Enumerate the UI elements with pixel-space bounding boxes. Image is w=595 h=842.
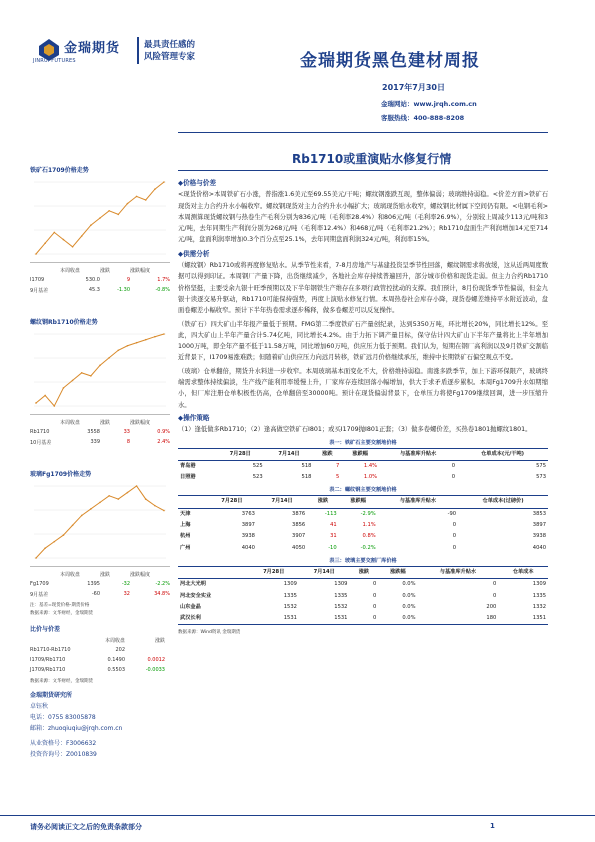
slogan: 最具责任感的 风险管理专家 — [144, 40, 196, 62]
chart-iron-ore-svg — [30, 174, 170, 262]
basis-note: 注：基差=现货价格-期货价格 — [30, 603, 90, 608]
section-strategy: ◆操作策略 — [178, 413, 210, 422]
price-point — [108, 495, 110, 497]
chart-rebar — [30, 326, 170, 415]
price-point — [81, 515, 83, 517]
price-point — [145, 339, 147, 341]
article-body — [178, 178, 548, 639]
price-point — [35, 253, 37, 255]
price-point — [63, 239, 65, 241]
price-point — [154, 188, 156, 190]
price-point — [127, 203, 129, 205]
chart-glass — [30, 478, 170, 567]
price-point — [136, 196, 138, 198]
table-row: 青岛港 525 518 7 1.4% 0 575 — [180, 462, 546, 469]
price-point — [81, 235, 83, 237]
price-point — [53, 541, 55, 543]
price-line — [36, 334, 164, 406]
price-point — [117, 498, 119, 500]
price-point — [145, 199, 147, 201]
price-point — [35, 557, 37, 559]
report-date: 2017年7月30日 — [382, 83, 445, 92]
price-point — [44, 242, 46, 244]
price-point — [163, 181, 165, 183]
table-row: 武汉长利 1531 1531 0 0.0% 180 1351 — [178, 613, 548, 625]
page-number: 1 — [490, 822, 495, 830]
price-point — [99, 217, 101, 219]
price-point — [81, 372, 83, 374]
price-point — [163, 510, 165, 512]
table-row: 河北大光明 1309 1309 0 0.0% 0 1309 — [180, 581, 546, 588]
table-iron-ore-prices — [178, 448, 548, 484]
source-note: 数据来源：文华财经，金瑞期货 — [30, 611, 93, 616]
paragraph-strategy: （1）逢低做多Rb1710；（2）逢高做空铁矿石I801；或买I1709抛I801正套；（3）做多卷螺价差，买热卷1801抛螺纹1801。 — [178, 426, 532, 434]
report-header — [0, 0, 595, 160]
price-point — [163, 333, 165, 335]
table-row: 上海 3897 3856 41 1.1% 0 3897 — [180, 522, 546, 529]
price-point — [63, 387, 65, 389]
table-row: 杭州 3938 3907 31 0.8% 0 3938 — [180, 533, 546, 540]
price-point — [108, 357, 110, 359]
chart-glass-svg — [30, 478, 170, 566]
price-point — [53, 405, 55, 407]
contact-block — [30, 690, 170, 760]
price-line — [36, 486, 164, 558]
table-ratio: 本周收盘 涨跌 Rb1710-Rb1710 202 I1709/Rb1710 0.1490 0.0012 J1709/Rb1710 0.5503 -0.0033 — [30, 637, 165, 673]
price-point — [117, 349, 119, 351]
table-source: 数据来源：Wind资讯 金瑞期货 — [178, 630, 241, 636]
table-rebar: 本周收盘 涨跌 涨跌幅度 Rb1710 3558 33 0.9% 10月基差 339 8 2.4% — [30, 419, 170, 446]
chart-title-iron-ore: 铁矿石1709价格走势 — [30, 167, 89, 174]
price-point — [35, 402, 37, 404]
price-point — [136, 342, 138, 344]
footer-divider — [0, 815, 595, 816]
table3-caption: 表三：玻璃主要交割厂库价格 — [329, 557, 397, 564]
slogan-divider — [137, 37, 139, 64]
price-point — [154, 505, 156, 507]
price-point — [44, 395, 46, 397]
header-divider — [178, 132, 548, 133]
ratio-source: 数据来源：文华财经，金瑞期货 — [30, 679, 93, 684]
price-point — [99, 502, 101, 504]
chart-rebar-svg — [30, 326, 170, 414]
disclaimer-note: 请务必阅读正文之后的免责条款部分 — [30, 823, 142, 831]
chart-iron-ore — [30, 174, 170, 263]
paragraph-iron-ore: （铁矿石）四大矿山半年报产量低于预期。FMG第二季度铁矿石产量创纪录，达到5350万吨，环比增长20%，同比增长12%。至此，四大矿山上半年产量合计5.74亿吨，同比增长4.2%。由于力拓下调产量目标，保守估计四大矿山下半年产量将比上半年增加1000万吨，即全年产量不低于11.58万吨，同比增加60万吨，供应压力低于预期。我们认为，短期在钢厂高利润以及9月铁矿交割临近背景下，I1709易涨难跌；但随着矿山供应压力向远月转移，铁矿远月价格继续承压，维持中长期铁矿石偏空观点不变。 — [178, 320, 548, 362]
website-link[interactable]: 金瑞网站：www.jrqh.com.cn — [381, 100, 477, 108]
price-point — [90, 375, 92, 377]
table-row: 天津 3763 3876 -113 -2.9% -90 3853 — [180, 510, 546, 517]
price-point — [145, 498, 147, 500]
title-divider — [178, 170, 548, 171]
table-row: 日照港 523 518 5 1.0% 0 573 — [180, 474, 546, 481]
company-name: 金瑞期货 — [64, 41, 121, 56]
contact-cert-2: 投资咨询号：Z0010839 — [30, 751, 97, 758]
table-glass: 本周收盘 涨跌 涨跌幅度 Fg1709 1395 -32 -2.2% 9月基差 -60 32 34.8% — [30, 571, 170, 598]
article-title: Rb1710或重演贴水修复行情 — [292, 152, 452, 166]
ratio-title: 比价与价差 — [30, 626, 61, 633]
section-price: ◆价格与价差 — [178, 179, 217, 187]
price-point — [44, 547, 46, 549]
table-header-row: 7月28日 7月14日 涨跌 涨跌幅 与基准库升贴水 仓单成本 — [178, 566, 548, 578]
price-point — [90, 508, 92, 510]
price-point — [154, 336, 156, 338]
price-point — [90, 224, 92, 226]
price-point — [127, 345, 129, 347]
price-point — [72, 246, 74, 248]
table-rebar-prices — [178, 495, 548, 553]
contact-cert-1: 从业资格号：F3006632 — [30, 740, 97, 747]
paragraph-rebar: （螺纹钢）Rb1710或将再度修复贴水。从季节性来看，7-8月房地产与基建投资呈季节性回落，螺纹钢需求将放缓，这从近两周度数据可以得到印证。本周钢厂产量下降，出货继续减少，各地社会库存持续普遍回升，部分城市价格和现货走弱。但主力合约Rb1710价格坚挺，主要受余九银十旺季预期以及下半年钢铁生产维存在多项行政管控扰动的支撑。我们预计，8月份现货季节性偏弱，但金九银十读逐交易升驱动，Rb1710可能保持强势，再度上演贴水修复行情。本周热卷社会库存小降，现货卷螺差维持平水附近波动，盘面卷螺差小幅收窄。预计下半年热卷需求逐步稀释，做多卷螺差可以反复操作。 — [178, 262, 548, 315]
contact-dept: 金瑞期货研究所 — [30, 692, 73, 699]
chart-title-glass: 玻璃Fg1709价格走势 — [30, 471, 92, 478]
table-iron-ore: 本周收盘 涨跌 涨跌幅度 I1709 530.0 9 1.7% 9月基差 45.3 -1.30 -0.8% — [30, 267, 170, 294]
report-title: 金瑞期货黑色建材周报 — [300, 51, 480, 71]
table-row: 山东金晶 1532 1532 0 0.0% 200 1332 — [180, 603, 546, 610]
company-name-en: JINRUI FUTURES — [33, 58, 76, 64]
price-point — [99, 365, 101, 367]
sidebar — [30, 165, 170, 760]
table-row: 广州 4040 4050 -10 -0.2% 0 4040 — [180, 544, 546, 551]
price-point — [117, 214, 119, 216]
hotline: 客服热线：400-888-8208 — [381, 114, 465, 122]
price-point — [53, 232, 55, 234]
contact-phone: 电话：0755 83005878 — [30, 714, 96, 721]
price-point — [127, 492, 129, 494]
paragraph-glass: （玻璃）仓单翻倍，期货升水料进一步收窄。本周玻璃基本面变化不大，价格维持弱稳。南涨多跌季节，加上下游环保限产，玻璃终端需求整体持续偏淡，生产线产能利用率缓慢上升，厂家库存连续回落小幅增加，供大于求矛盾逐步累积。本周Fg1709升水如期缩小，但厂库注册仓单积极性仍高，仓单翻倍至30000吨。预计在现货偏弱背景下，仓单压力将使Fg1709继续回调，进一步压缩升水。 — [178, 367, 548, 409]
table-header-row: 7月28日 7月14日 涨跌 涨跌幅 与基准库升贴水 仓单成本(元/干吨) — [178, 448, 548, 460]
price-point — [108, 210, 110, 212]
section-supply-demand: ◆供需分析 — [178, 249, 210, 258]
price-point — [72, 380, 74, 382]
paragraph-price: <现货价格>本周铁矿石小涨，普指涨1.6美元至69.55美元/干吨；螺纹钢涨跌互现，整体偏弱；玻璃维持弱稳。<价差方面>铁矿石现货对主力合约升水小幅收窄。螺纹钢现货对主力合约升水小幅扩大；玻璃现货贴水收窄，螺纹钢比材属下空间仍有限。<电钢毛利>本周测算现货螺纹钢与热卷生产毛利分别为836元/吨（毛利率28.4%）和806元/吨（毛利率26.9%），分别较上周减少113元/吨和3元/吨，去年同期生产利润分别为268元/吨（毛利率12.4%）和468元/吨（毛利率21.2%）；Rb1710盘面生产利润增加14元至714元/吨，盘面利润率增加0.3个百分点至25.1%，去年同期盘面利润324元/吨，利润率15%。 — [178, 191, 548, 244]
chart-title-rebar: 螺纹钢Rb1710价格走势 — [30, 319, 98, 326]
table-header-row: 7月28日 7月14日 涨跌 涨跌幅 与基准库升贴水 仓单成本(过磅价) — [178, 496, 548, 508]
price-point — [63, 534, 65, 536]
price-point — [72, 524, 74, 526]
contact-email[interactable]: 邮箱：zhuoqiuqiu@jrqh.com.cn — [30, 725, 123, 732]
price-point — [136, 485, 138, 487]
contact-name: 卓钰秋 — [30, 703, 49, 710]
table1-caption: 表一：铁矿石主要交割地价格 — [329, 439, 397, 446]
table2-caption: 表二：螺纹钢主要交割地价格 — [329, 487, 397, 494]
table-row: 河北安全实业 1335 1335 0 0.0% 0 1335 — [180, 592, 546, 599]
table-glass-prices — [178, 566, 548, 625]
